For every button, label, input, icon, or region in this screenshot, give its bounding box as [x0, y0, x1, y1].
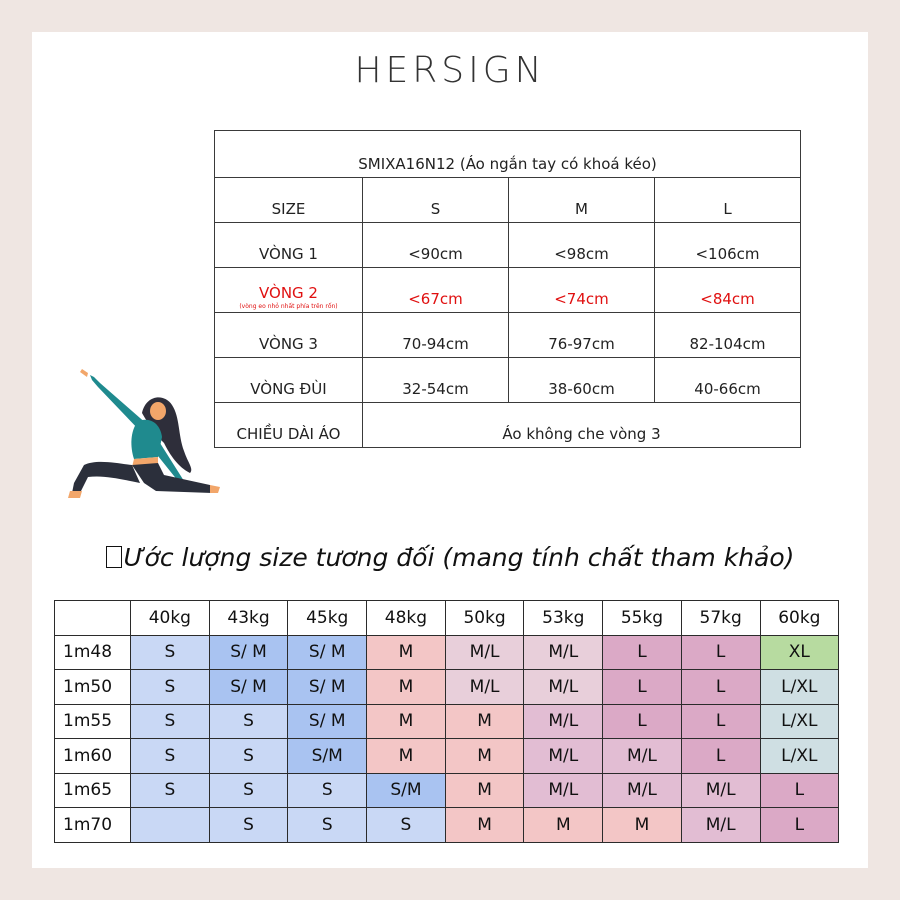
- size-cell: S: [131, 773, 210, 808]
- size-cell: S/ M: [288, 704, 367, 739]
- spec-cell: 38-60cm: [509, 358, 655, 403]
- size-cell: M/L: [445, 670, 524, 705]
- spec-row: [215, 403, 801, 448]
- size-cell: M/L: [524, 773, 603, 808]
- size-cell: L: [681, 635, 760, 670]
- size-cell: [131, 808, 210, 843]
- spec-row: [215, 313, 801, 358]
- size-cell: M/L: [524, 670, 603, 705]
- size-cell: XL: [760, 635, 839, 670]
- size-cell: M: [445, 704, 524, 739]
- size-estimate-heading: [0, 543, 900, 572]
- spec-cell: <74cm: [509, 268, 655, 313]
- yoga-woman-illustration: [60, 365, 220, 500]
- grid-row: [55, 773, 839, 808]
- size-cell: M: [367, 704, 446, 739]
- height-label-cell: 1m65: [55, 773, 131, 808]
- size-cell: S: [209, 773, 288, 808]
- spec-cell: 76-97cm: [509, 313, 655, 358]
- spec-cell: <98cm: [509, 223, 655, 268]
- size-cell: S: [288, 808, 367, 843]
- size-cell: M/L: [681, 773, 760, 808]
- grid-row: [55, 739, 839, 774]
- size-cell: S: [209, 808, 288, 843]
- size-cell: L: [603, 635, 682, 670]
- size-cell: L: [681, 670, 760, 705]
- height-label-cell: 1m55: [55, 704, 131, 739]
- size-cell: M/L: [603, 739, 682, 774]
- size-cell: S/ M: [209, 635, 288, 670]
- spec-header-cell: SIZE: [215, 178, 363, 223]
- size-cell: S: [131, 704, 210, 739]
- spec-row: [215, 358, 801, 403]
- weight-header-cell: 50kg: [445, 601, 524, 636]
- size-cell: M/L: [681, 808, 760, 843]
- spec-row: [215, 268, 801, 313]
- size-cell: L: [681, 704, 760, 739]
- brand-logo: HERSIGN: [354, 50, 546, 91]
- height-label-cell: 1m48: [55, 635, 131, 670]
- size-cell: M/L: [445, 635, 524, 670]
- size-cell: L: [760, 808, 839, 843]
- weight-header-cell: 45kg: [288, 601, 367, 636]
- size-spec-table: [214, 130, 801, 448]
- size-cell: M: [524, 808, 603, 843]
- spec-cell: Áo không che vòng 3: [363, 403, 801, 448]
- size-cell: L/XL: [760, 704, 839, 739]
- spec-header-cell: S: [363, 178, 509, 223]
- spec-title: SMIXA16N12 (Áo ngắn tay có khoá kéo): [215, 131, 801, 178]
- checkbox-glyph-icon: [106, 546, 122, 568]
- height-label-cell: 1m60: [55, 739, 131, 774]
- spec-cell: 82-104cm: [655, 313, 801, 358]
- spec-cell: <90cm: [363, 223, 509, 268]
- size-cell: M: [445, 773, 524, 808]
- spec-cell: 70-94cm: [363, 313, 509, 358]
- size-cell: S/ M: [209, 670, 288, 705]
- size-cell: S: [367, 808, 446, 843]
- spec-header-row: [215, 178, 801, 223]
- grid-header-row: [55, 601, 839, 636]
- weight-header-cell: 40kg: [131, 601, 210, 636]
- size-cell: L/XL: [760, 670, 839, 705]
- size-cell: M: [445, 808, 524, 843]
- spec-cell: 40-66cm: [655, 358, 801, 403]
- spec-row-note: (vòng eo nhỏ nhất phía trên rốn): [239, 303, 338, 310]
- grid-row: [55, 704, 839, 739]
- weight-header-cell: 48kg: [367, 601, 446, 636]
- size-cell: L/XL: [760, 739, 839, 774]
- spec-cell: <106cm: [655, 223, 801, 268]
- size-cell: S: [131, 635, 210, 670]
- size-cell: M: [367, 739, 446, 774]
- spec-header-cell: L: [655, 178, 801, 223]
- size-cell: M: [367, 635, 446, 670]
- size-cell: L: [603, 670, 682, 705]
- grid-row: [55, 670, 839, 705]
- size-cell: M: [603, 808, 682, 843]
- spec-row-label-text: VÒNG 2: [259, 284, 318, 302]
- size-estimate-grid: [54, 600, 839, 843]
- size-cell: L: [603, 704, 682, 739]
- size-cell: M/L: [603, 773, 682, 808]
- grid-corner-cell: [55, 601, 131, 636]
- size-cell: S: [288, 773, 367, 808]
- size-cell: S/M: [288, 739, 367, 774]
- size-cell: M: [367, 670, 446, 705]
- weight-header-cell: 55kg: [603, 601, 682, 636]
- spec-row-label: VÒNG 1: [215, 223, 363, 268]
- height-label-cell: 1m70: [55, 808, 131, 843]
- spec-cell: <84cm: [655, 268, 801, 313]
- height-label-cell: 1m50: [55, 670, 131, 705]
- spec-row-label: [215, 268, 363, 313]
- spec-cell: <67cm: [363, 268, 509, 313]
- size-cell: S/ M: [288, 635, 367, 670]
- weight-header-cell: 57kg: [681, 601, 760, 636]
- size-cell: M: [445, 739, 524, 774]
- spec-row-label: CHIỀU DÀI ÁO: [215, 403, 363, 448]
- size-cell: M/L: [524, 704, 603, 739]
- weight-header-cell: 60kg: [760, 601, 839, 636]
- grid-row: [55, 808, 839, 843]
- spec-row-label: VÒNG ĐÙI: [215, 358, 363, 403]
- spec-header-cell: M: [509, 178, 655, 223]
- size-cell: S/ M: [288, 670, 367, 705]
- size-cell: S/M: [367, 773, 446, 808]
- size-cell: S: [209, 704, 288, 739]
- spec-row-label: VÒNG 3: [215, 313, 363, 358]
- grid-row: [55, 635, 839, 670]
- weight-header-cell: 43kg: [209, 601, 288, 636]
- size-cell: L: [681, 739, 760, 774]
- size-cell: S: [131, 739, 210, 774]
- size-cell: M/L: [524, 635, 603, 670]
- size-cell: S: [131, 670, 210, 705]
- weight-header-cell: 53kg: [524, 601, 603, 636]
- size-estimate-heading-text: Ước lượng size tương đối (mang tính chất tham khảo): [123, 543, 795, 572]
- size-cell: S: [209, 739, 288, 774]
- size-cell: L: [760, 773, 839, 808]
- spec-cell: 32-54cm: [363, 358, 509, 403]
- size-cell: M/L: [524, 739, 603, 774]
- spec-row: [215, 223, 801, 268]
